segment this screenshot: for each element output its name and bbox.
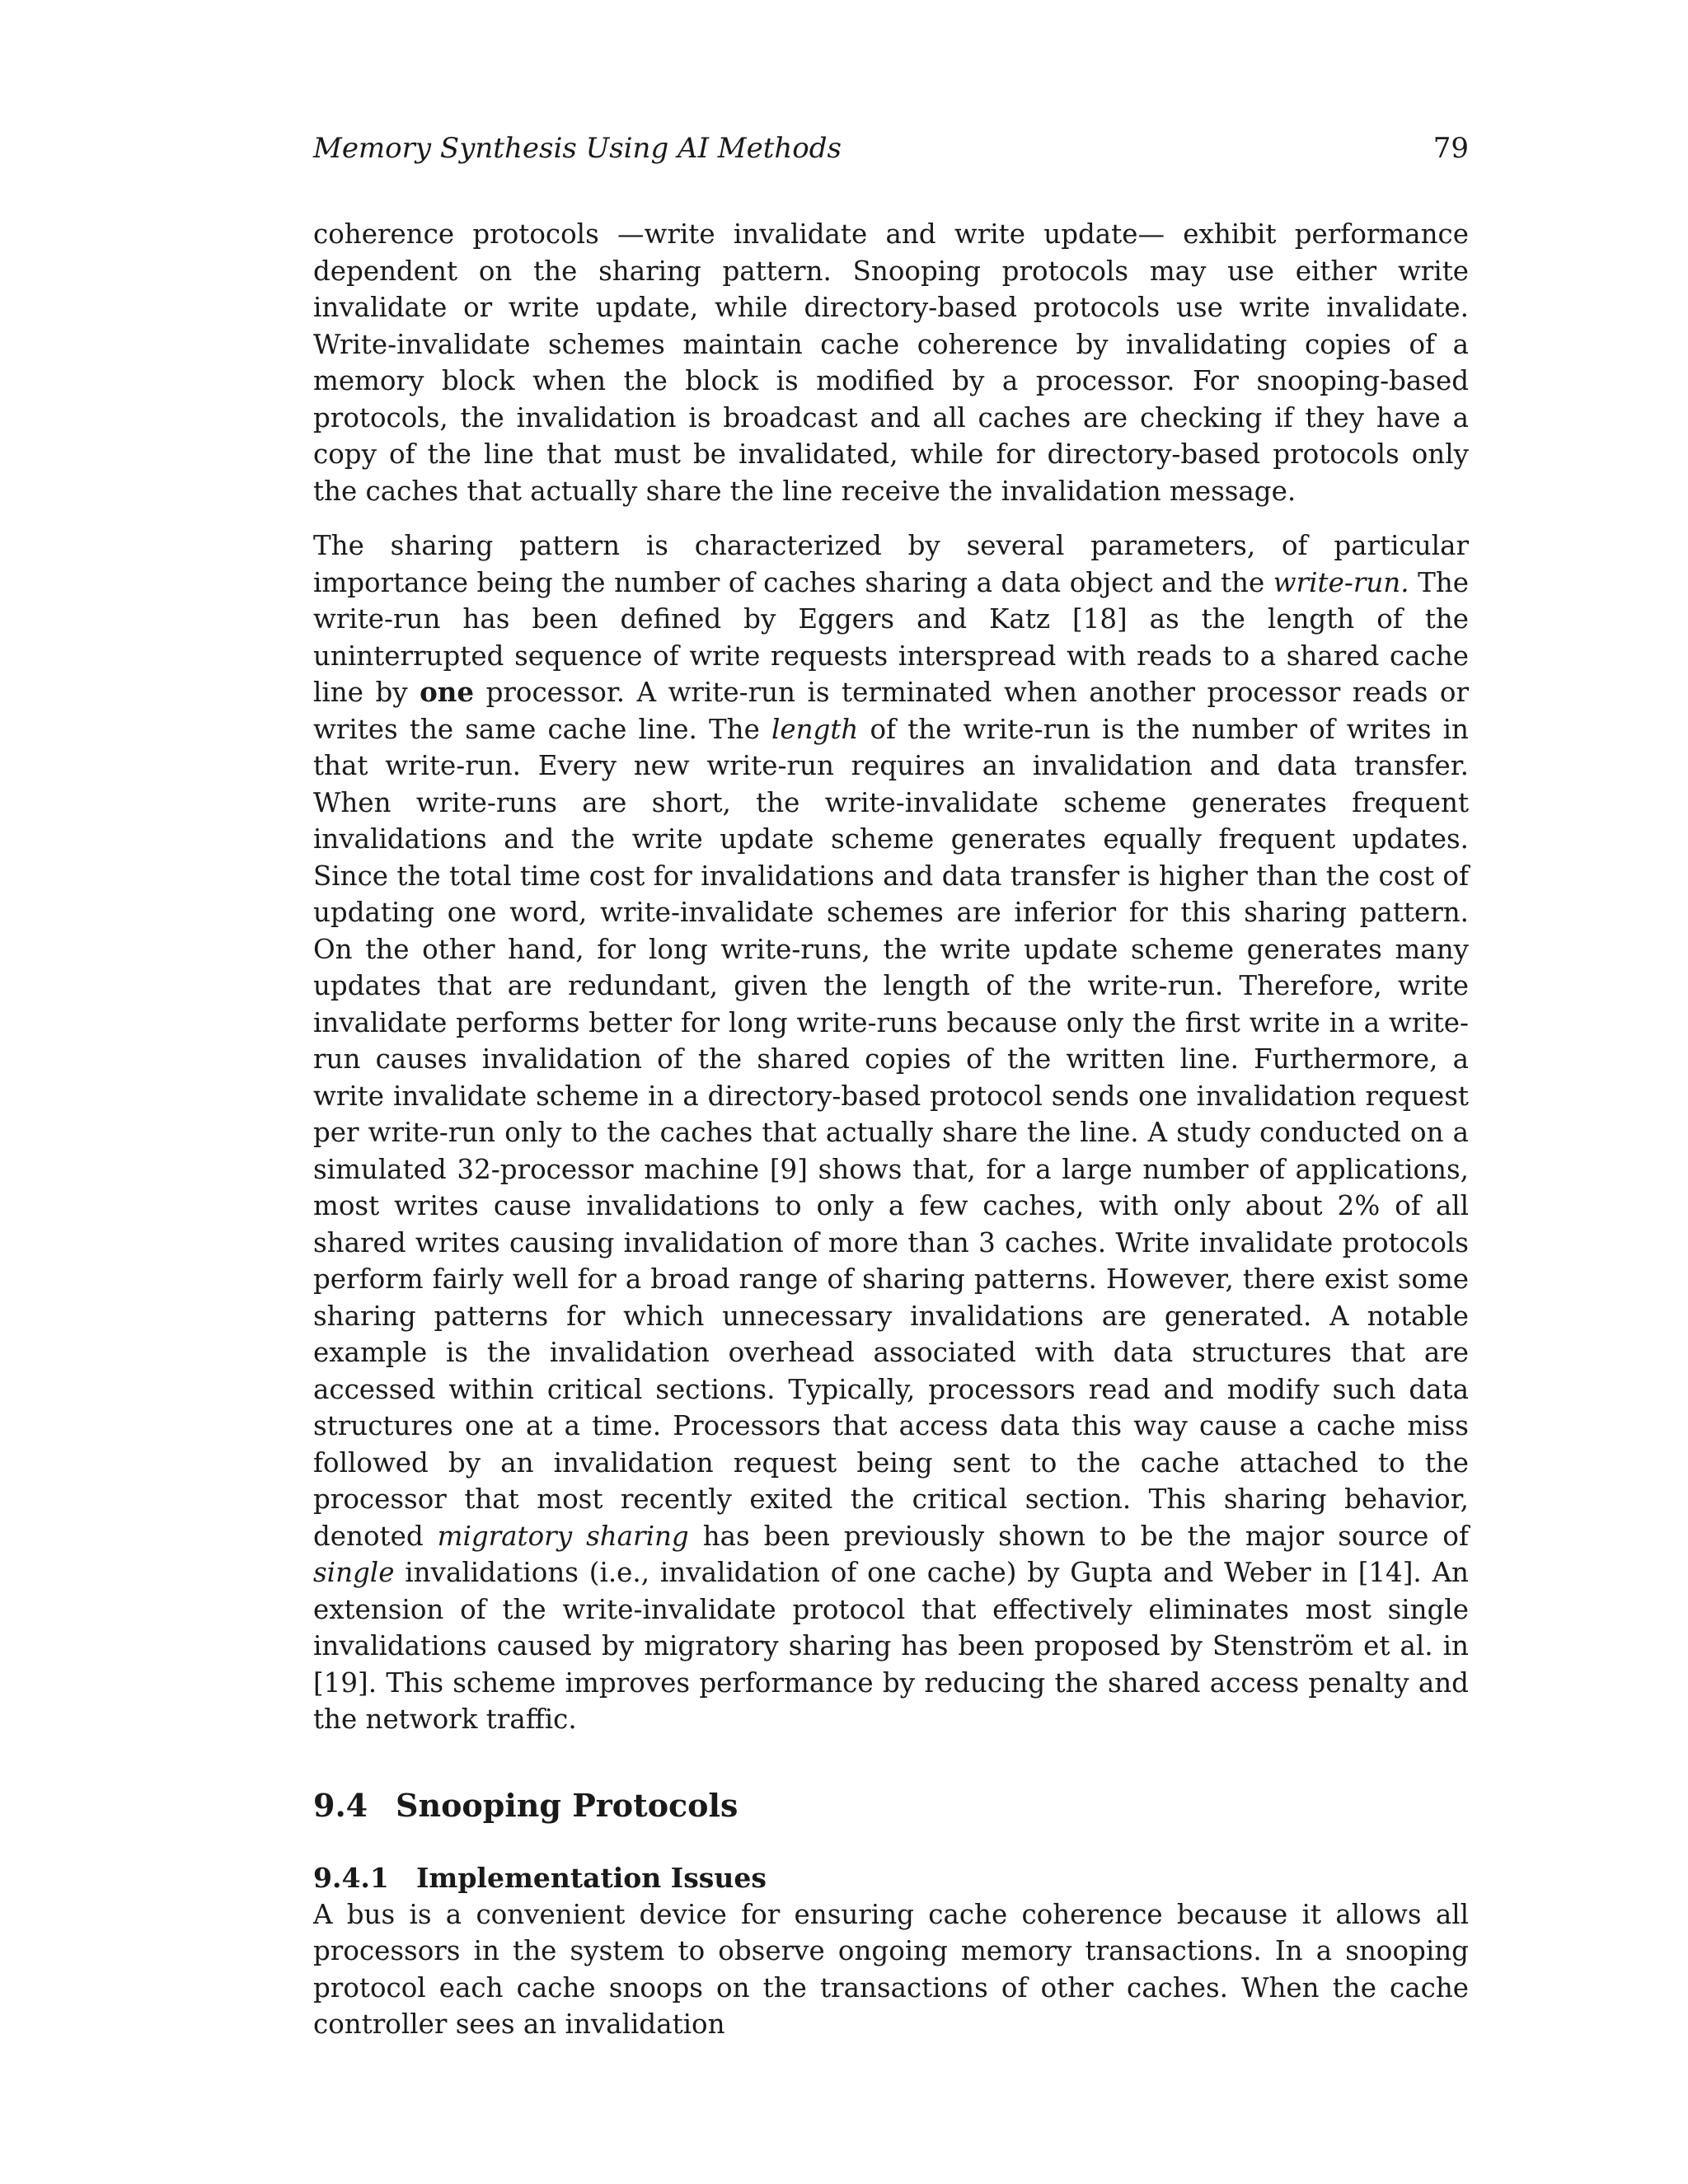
body-text <box>313 216 1469 2043</box>
subsection-title: Implementation Issues <box>416 1861 767 1894</box>
paragraph-1: coherence protocols —write invalidate and write update— exhibit performance dependent on the sharing pattern. Snooping protocols may use either write invalidate or write update, while directory-based protocols use write invalidate. Write-invalidate schemes maintain cache coherence by invalidating copies of a memory block when the block is modified by a processor. For snooping-based protocols, the invalidation is broadcast and all caches are checking if they have a copy of the line that must be invalidated, while for directory-based protocols only the caches that actually share the line receive the invalidation message. <box>313 218 1469 507</box>
paragraph-2-part-1: The sharing pattern is characterized by several parameters, of particular importance being the number of caches sharing a data object and the <box>313 530 1469 598</box>
subsection-heading <box>313 1860 1469 1896</box>
running-title: Memory Synthesis Using AI Methods <box>313 132 842 165</box>
running-header <box>313 124 1469 173</box>
page-number: 79 <box>1432 132 1469 165</box>
page <box>313 124 1469 2043</box>
emphasis-one: one <box>420 676 475 708</box>
section-title: Snooping Protocols <box>396 1786 738 1824</box>
paragraph-2-part-6: invalidations (i.e., invalidation of one cache) by Gupta and Weber in [14]. An extension of the write-invalidate protocol that effectively eliminates most single invalidations caused by migratory sharing has been proposed by Stenström et al. in [19]. This scheme improves performance by reducing the shared access penalty and the network traffic. <box>313 1557 1469 1735</box>
paragraph-2-part-4: of the write-run is the number of writes in that write-run. Every new write-run requires an invalidation and data transfer. When write-runs are short, the write-invalidate scheme generates frequent invalidations and the write update scheme generates equally frequent updates. Since the total time cost for invalidations and data transfer is higher than the cost of updating one word, write-invalidate schemes are inferior for this sharing pattern. On the other hand, for long write-runs, the write update scheme generates many updates that are redundant, given the length of the write-run. Therefore, write invalidate performs better for long write-runs because only the first write in a write-run causes invalidation of the shared copies of the written line. Furthermore, a write invalidate scheme in a directory-based protocol sends one invalidation request per write-run only to the caches that actually share the line. A study conducted on a simulated 32-processor machine [9] shows that, for a large number of applications, most writes cause invalidations to only a few caches, with only about 2% of all shared writes causing invalidation of more than 3 caches. Write invalidate protocols perform fairly well for a broad range of sharing patterns. However, there exist some sharing patterns for which unnecessary invalidations are generated. A notable example is the invalidation overhead associated with data structures that are accessed within critical sections. Typically, processors read and modify such data structures one at a time. Processors that access data this way cause a cache miss followed by an invalidation request being sent to the cache attached to the processor that most recently exited the critical section. This sharing behavior, denoted <box>313 713 1469 1552</box>
term-length: length <box>771 713 859 745</box>
paragraph-2-part-3: processor. A write-run is terminated when another processor reads or writes the same cache line. The <box>313 677 1469 745</box>
term-single: single <box>313 1557 395 1588</box>
section-heading <box>313 1786 1469 1825</box>
subsection-number: 9.4.1 <box>313 1861 389 1894</box>
paragraph-2-part-2: The write-run has been defined by Eggers and Katz [18] as the length of the uninterrupted sequence of write requests interspread with reads to a shared cache line by <box>313 566 1469 708</box>
section-number: 9.4 <box>313 1786 368 1824</box>
paragraph-2 <box>313 527 1469 1738</box>
paragraph-2-part-5: has been previously shown to be the major source of <box>688 1520 1469 1552</box>
paragraph-3: A bus is a convenient device for ensuring cache coherence because it allows all processors in the system to observe ongoing memory transactions. In a snooping protocol each cache snoops on the transactions of other caches. When the cache controller sees an invalidation <box>313 1898 1469 2040</box>
term-write-run: write-run. <box>1273 566 1409 598</box>
term-migratory-sharing: migratory sharing <box>437 1520 689 1552</box>
